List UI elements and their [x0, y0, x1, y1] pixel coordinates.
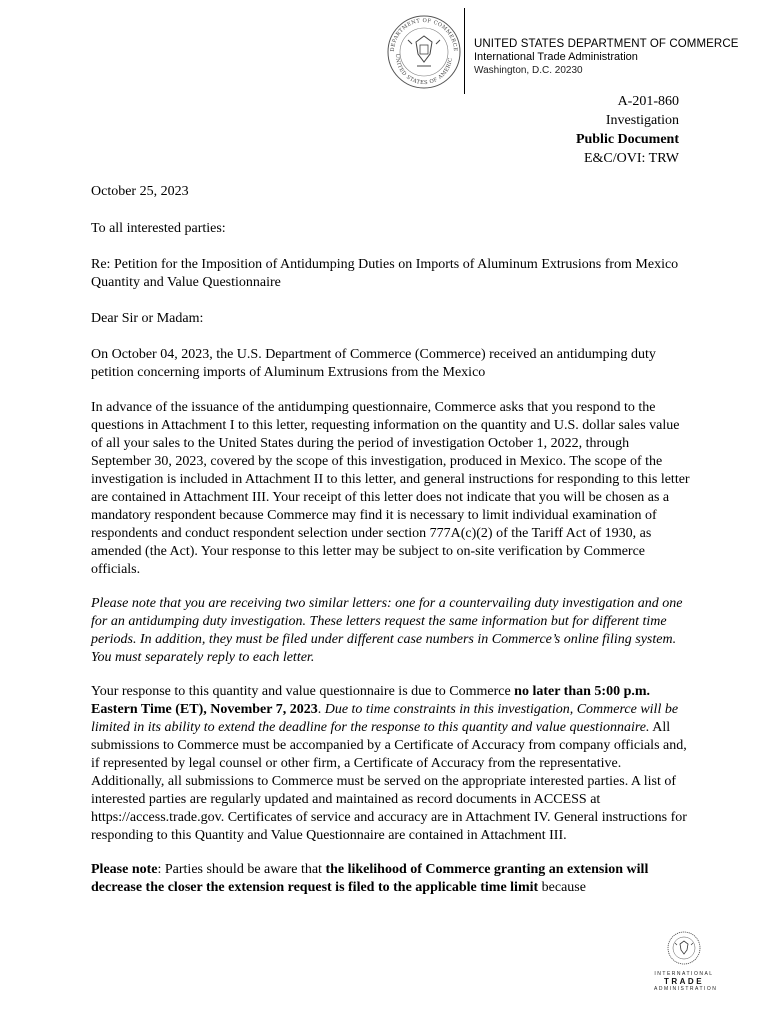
letter-body [91, 183, 691, 913]
please-note-label: Please note [91, 862, 158, 877]
sub-agency-name: International Trade Administration [474, 51, 638, 63]
deadline-text: no later than 5:00 p.m. Eastern Time (ET), November 7, 2023 [91, 684, 651, 717]
doc-seal-icon [384, 12, 464, 92]
two-letters-note: Please note that you are receiving two similar letters: one for a countervailing duty investigation and one for an antidumping duty investigation. These letters request the same information but for different time periods. In addition, they must be filed under different case numbers in Commerce’s online filing system. You must separately reply to each letter. [91, 596, 683, 665]
letter-date: October 25, 2023 [91, 184, 189, 199]
office-code: E&C/OVI: TRW [583, 151, 679, 166]
letterhead-agency [474, 38, 739, 77]
agency-name: UNITED STATES DEPARTMENT OF COMMERCE [474, 38, 739, 50]
agency-address: Washington, D.C. 20230 [474, 65, 583, 76]
extension-warning-text: the likelihood of Commerce granting an extension will decrease the closer the extension request is filed to the applicable time limit [91, 862, 649, 895]
response-paragraph: Your response to this quantity and value questionnaire is due to Commerce no later than 5:00 p.m. Eastern Time (ET), November 7, 2023. Due to time constraints in this investigation, Commerce will be limited in its ability to extend the deadline for the response to this quantity and value questionnaire. All submissions to Commerce must be accompanied by a Certificate of Accuracy from company officials and, if represented by legal counsel or other firm, a Certificate of Accuracy from the representative. Additionally, all submissions to Commerce must be served on the appropriate interested parties. A list of interested parties are regularly updated and maintained as record documents in ACCESS at https://access.trade.gov. Certificates of service and accuracy are in Attachment IV. General instructions for responding to this Quantity and Value Questionnaire are contained in Attachment III. [91, 684, 687, 843]
please-note-paragraph: Please note: Parties should be aware that the likelihood of Commerce granting an extension will decrease the closer the extension request is filed to the applicable time limit because [91, 862, 649, 895]
letter-subject: Re: Petition for the Imposition of Antidumping Duties on Imports of Aluminum Extrusions from Mexico Quantity and Value Questionnaire [91, 257, 679, 290]
ita-seal-icon [666, 930, 702, 966]
case-block [576, 92, 679, 168]
svg-text:UNITED STATES OF AMERICA: UNITED STATES OF AMERIC [393, 53, 455, 87]
ita-logo [654, 930, 718, 992]
letter-greeting: To all interested parties: [91, 221, 226, 236]
letterhead-divider [464, 8, 465, 94]
case-segment: Investigation [605, 113, 679, 128]
document-type: Public Document [575, 132, 679, 147]
intro-paragraph: On October 04, 2023, the U.S. Department of Commerce (Commerce) received an antidumping duty petition concerning imports of Aluminum Extrusions from the Mexico [91, 347, 656, 380]
ita-line-1: INTERNATIONAL [654, 971, 714, 977]
advance-paragraph: In advance of the issuance of the antidumping questionnaire, Commerce asks that you respond to the questions in Attachment I to this letter, requesting information on the quantity and U.S. dollar sales value of all your sales to the United States during the period of investigation October 1, 2022, through September 30, 2023, covered by the scope of this investigation, produced in Mexico. The scope of the investigation is included in Attachment II to this letter, and general instructions for responding to this letter are contained in Attachment III. Your receipt of this letter does not indicate that you will be chosen as a mandatory respondent because Commerce may find it is necessary to limit individual examination of respondents and conduct respondent selection under section 777A(c)(2) of the Tariff Act of 1930, as amended (the Act). Your response to this letter may be subject to on-site verification by Commerce officials. [91, 400, 690, 577]
ita-line-2: TRADE [663, 977, 705, 986]
letter-salutation: Dear Sir or Madam: [91, 311, 204, 326]
case-number: A-201-860 [617, 94, 679, 109]
extension-limit-text: Due to time constraints in this investigation, Commerce will be limited in its ability to extend the deadline for the response to this quantity and value questionnaire. [91, 702, 679, 735]
ita-line-3: ADMINISTRATION [654, 986, 718, 992]
svg-text:DEPARTMENT OF COMMERCE: DEPARTMENT OF COMMERCE [389, 17, 459, 52]
